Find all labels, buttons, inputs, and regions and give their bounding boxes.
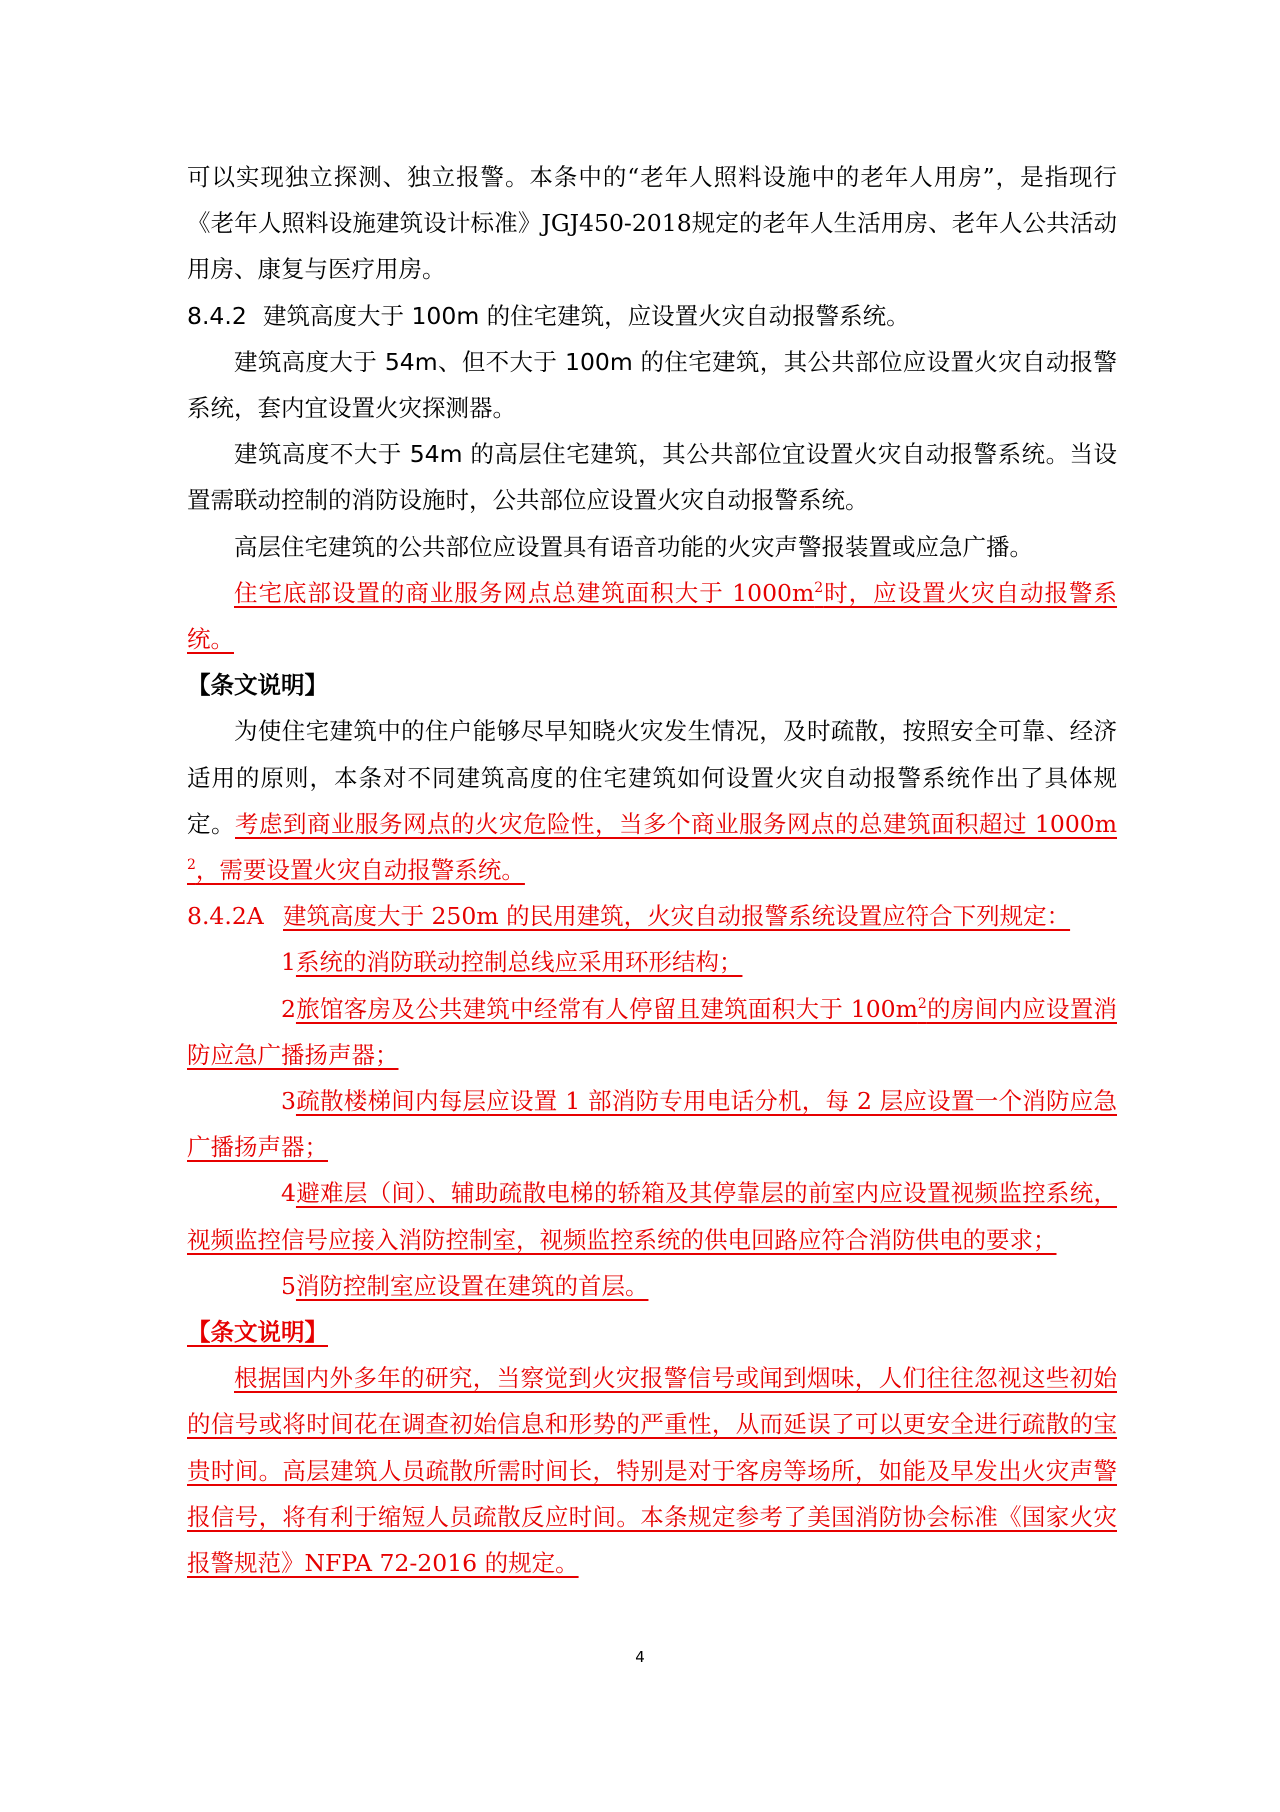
- superscript: 2: [814, 580, 824, 596]
- revision-text-part: 考虑到商业服务网点的火灾危险性，当多个商业服务网点的总建筑面积超过 1000m: [235, 809, 1117, 838]
- paragraph-text: 高层住宅建筑的公共部位应设置具有语音功能的火灾声警报装置或应急广播。: [234, 532, 1033, 561]
- revision-text-part: 住宅底部设置的商业服务网点总建筑面积大于 1000m: [234, 578, 815, 607]
- item-text: 疏散楼梯间内每层应设置 1 部消防专用电话分机，每 2 层应设置一个消防应急广播扬声器；: [187, 1087, 1117, 1162]
- item-text: 系统的消防联动控制总线应采用环形结构；: [295, 948, 743, 977]
- list-item-3: [187, 1078, 1117, 1170]
- paragraph: [187, 431, 1117, 523]
- paragraph: [187, 339, 1117, 431]
- clause-number: 8.4.2A: [187, 902, 264, 931]
- commentary-paragraph-revised: [187, 1355, 1117, 1586]
- revision-text-part: 时，应设置火灾自动报警系统。: [187, 578, 1118, 654]
- item-text: 消防控制室应设置在建筑的首层。: [295, 1271, 649, 1300]
- clause-number: 8.4.2: [187, 301, 247, 330]
- item-text: 的房间内应设置消防应急广播扬声器；: [187, 994, 1117, 1069]
- revision-text: 【条文说明】: [187, 1318, 328, 1347]
- clause-8-4-2a: [187, 893, 1117, 939]
- commentary-paragraph: [187, 708, 1117, 893]
- paragraph-continuation: [187, 154, 1117, 293]
- revision-paragraph: [187, 570, 1117, 662]
- revision-text-part: ，需要设置火灾自动报警系统。: [195, 856, 525, 885]
- revision-text: [187, 995, 1117, 1069]
- item-number: 3: [281, 1087, 296, 1116]
- body-text: [187, 154, 1117, 1586]
- page-number: 4: [635, 1648, 645, 1666]
- revision-text: [234, 1272, 648, 1300]
- item-number: 2: [281, 994, 296, 1023]
- commentary-heading-revised: [187, 1309, 1117, 1355]
- superscript: 2: [917, 995, 927, 1012]
- paragraph-text: 为使住宅建筑中的住户能够尽早知晓火灾发生情况，及时疏散，按照安全可靠、经济适用的原则，本条对不同建筑高度的住宅建筑如何设置火灾自动报警系统作出了具体规定。: [187, 717, 1117, 838]
- list-item-2: [187, 986, 1117, 1078]
- revision-text: [187, 902, 1070, 930]
- item-number: 1: [281, 948, 296, 977]
- item-text: 避难层（间）、辅助疏散电梯的轿箱及其停靠层的前室内应设置视频监控系统，视频监控信号应接入消防控制室，视频监控系统的供电回路应符合消防供电的要求；: [187, 1179, 1117, 1254]
- paragraph-text: 建筑高度不大于 54m 的高层住宅建筑，其公共部位宜设置火灾自动报警系统。当设置需联动控制的消防设施时，公共部位应设置火灾自动报警系统。: [187, 440, 1117, 515]
- list-item-1: [187, 939, 1117, 985]
- revision-text: [187, 1179, 1117, 1253]
- commentary-heading: 【条文说明】: [187, 671, 328, 700]
- revision-text: [187, 579, 1117, 653]
- revision-text: 根据国内外多年的研究，当察觉到火灾报警信号或闻到烟味，人们往往忽视这些初始的信号或将时间花在调查初始信息和形势的严重性，从而延误了可以更安全进行疏散的宝贵时间。高层建筑人员疏散所需时间长，特别是对于客房等场所，如能及早发出火灾声警报信号，将有利于缩短人员疏散反应时间。本条规定参考了美国消防协会标准《国家火灾报警规范》NFPA 72-2016 的规定。: [187, 1364, 1117, 1578]
- list-item-4: [187, 1170, 1117, 1262]
- clause-text: 建筑高度大于 250m 的民用建筑，火灾自动报警系统设置应符合下列规定：: [283, 902, 1071, 931]
- item-number: 5: [281, 1271, 296, 1300]
- revision-text: [187, 1087, 1117, 1161]
- item-text: 旅馆客房及公共建筑中经常有人停留且建筑面积大于 100m: [295, 994, 918, 1023]
- list-item-5: [187, 1263, 1117, 1309]
- revision-text: [234, 948, 742, 976]
- superscript: 2: [187, 857, 196, 874]
- paragraph-text: 建筑高度大于 54m、但不大于 100m 的住宅建筑，其公共部位应设置火灾自动报警系统，套内宜设置火灾探测器。: [187, 347, 1117, 423]
- clause-8-4-2: [187, 293, 1117, 339]
- revision-text: [187, 810, 1117, 884]
- paragraph-text: 可以实现独立探测、独立报警。本条中的“老年人照料设施中的老年人用房”，是指现行《老年人照料设施建筑设计标准》JGJ450-2018规定的老年人生活用房、老年人公共活动用房、康复与医疗用房。: [187, 163, 1117, 284]
- item-number: 4: [281, 1179, 296, 1208]
- paragraph: [187, 524, 1117, 570]
- clause-text: 建筑高度大于 100m 的住宅建筑，应设置火灾自动报警系统。: [263, 301, 910, 330]
